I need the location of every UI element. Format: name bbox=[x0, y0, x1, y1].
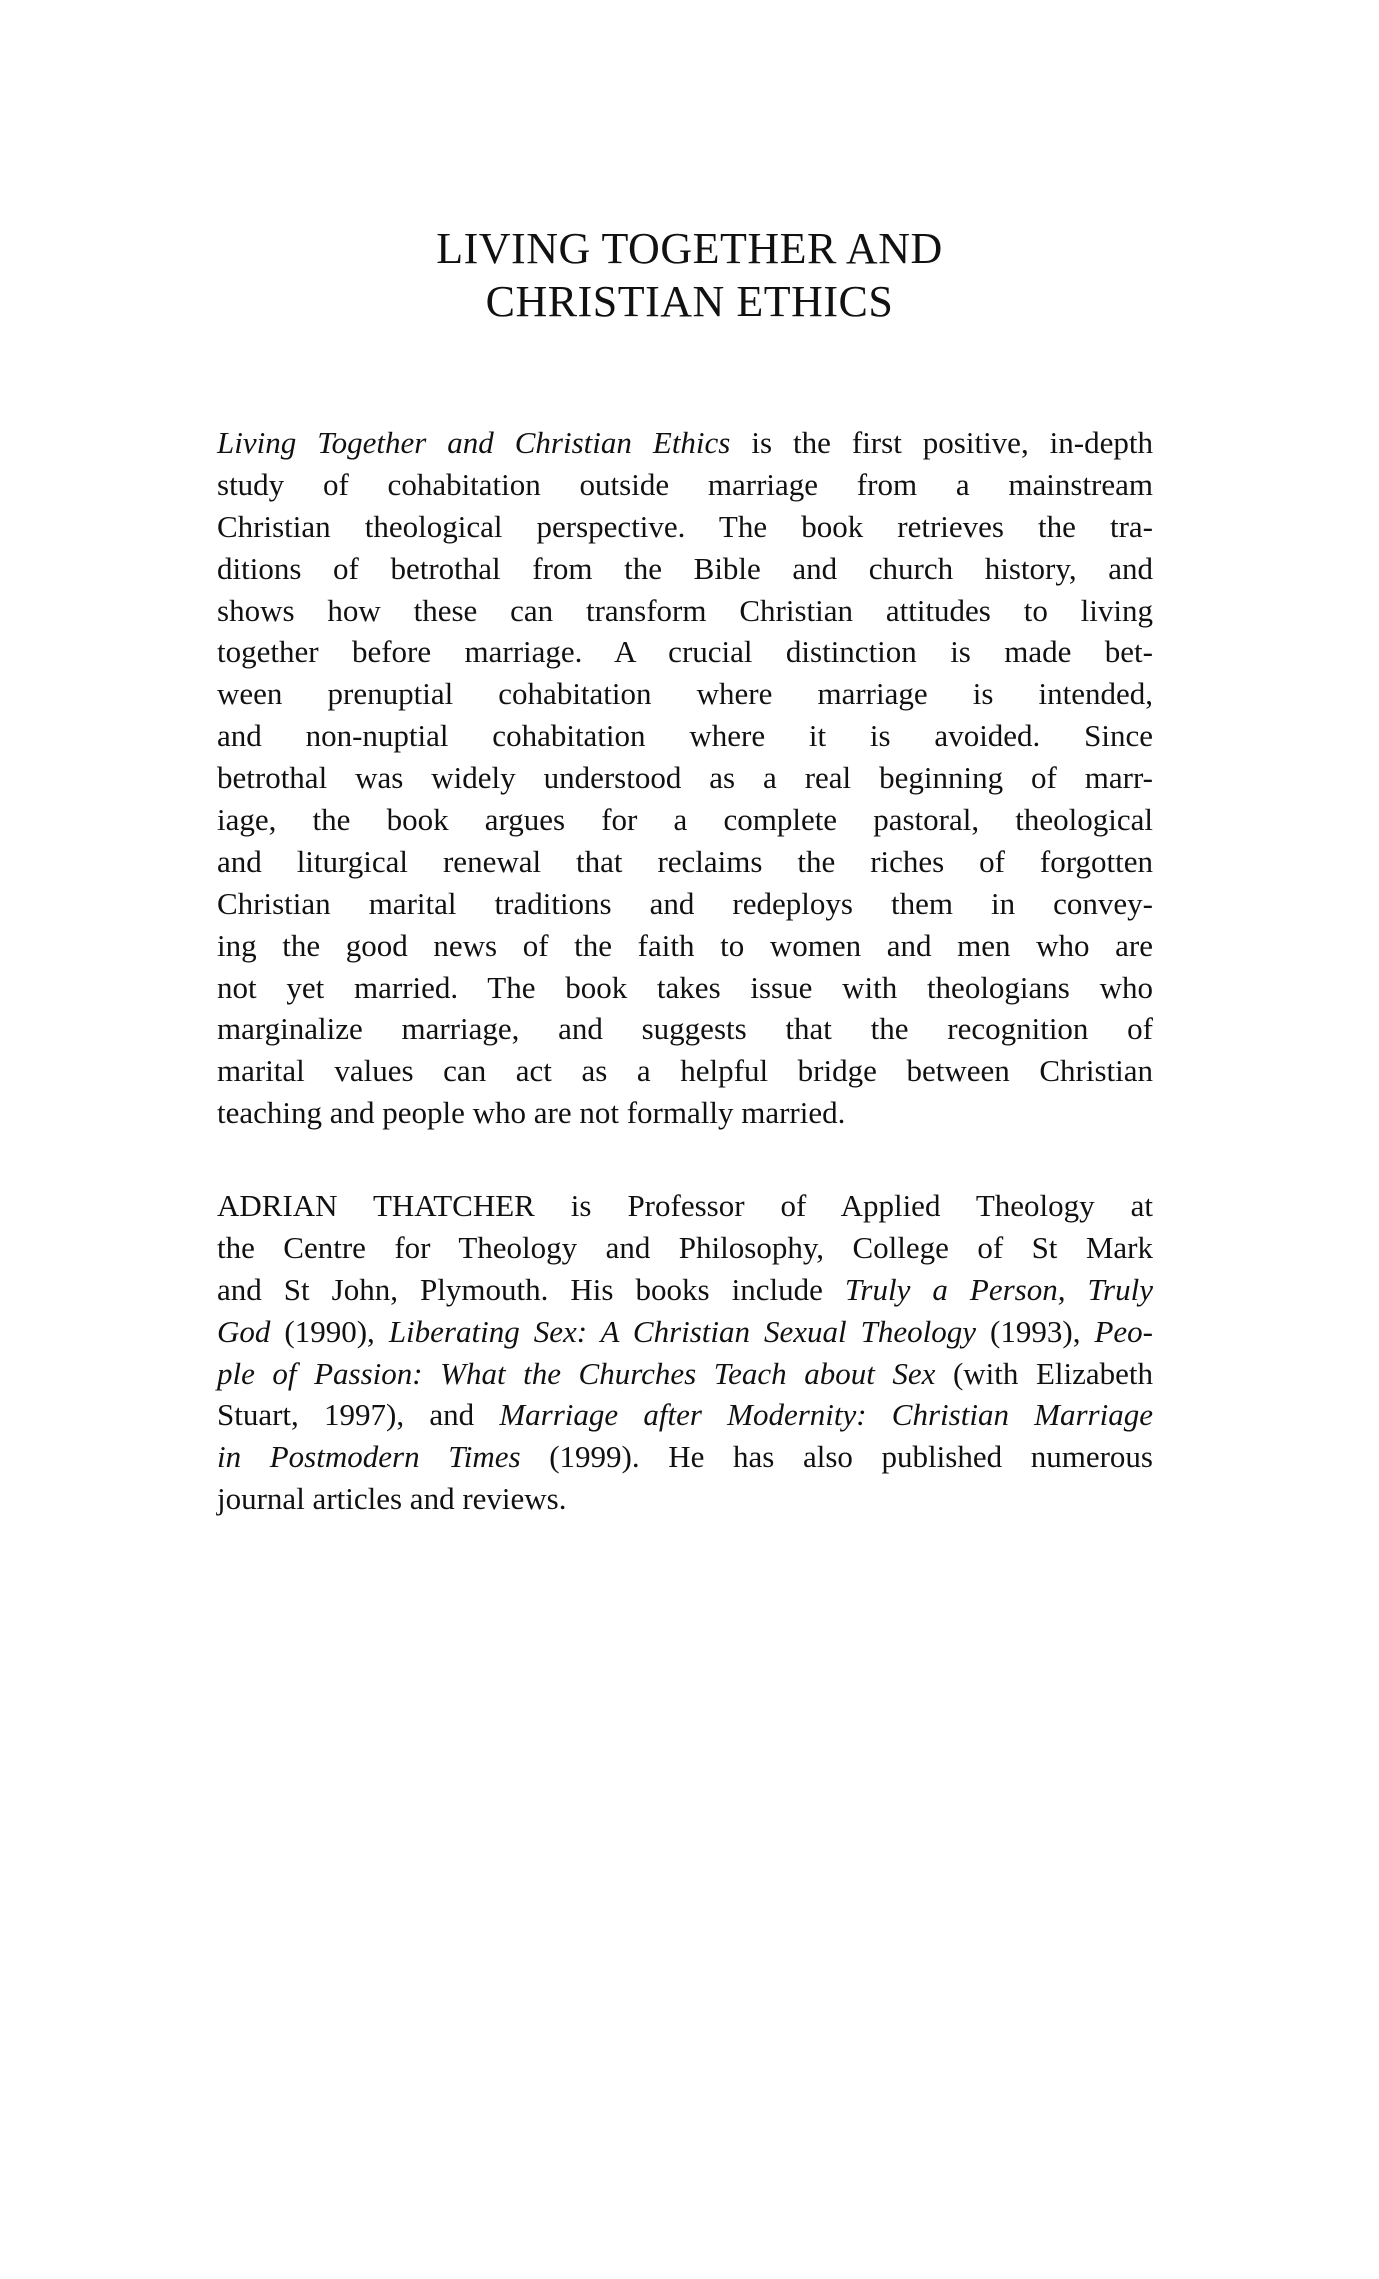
text-segment: and non-nuptial cohabitation where it is avoided. Since bbox=[217, 718, 1153, 754]
text-segment: (1990), bbox=[270, 1313, 389, 1349]
text-segment: is the first positive, in-depth bbox=[730, 425, 1153, 460]
text-line bbox=[217, 464, 1153, 506]
text-line bbox=[217, 715, 1153, 757]
text-segment: not yet married. The book takes issue with theologians who bbox=[217, 969, 1153, 1005]
text-segment: together before marriage. A crucial distinction is made bet- bbox=[217, 634, 1153, 670]
text-line bbox=[217, 925, 1153, 967]
text-segment: Christian marital traditions and redeploys them in convey- bbox=[217, 885, 1153, 921]
text-segment: and liturgical renewal that reclaims the riches of forgotten bbox=[217, 843, 1153, 879]
text-line bbox=[217, 1311, 1153, 1353]
text-line bbox=[217, 1269, 1153, 1311]
title-line-2: CHRISTIAN ETHICS bbox=[485, 277, 894, 326]
text-segment: journal articles and reviews. bbox=[217, 1481, 567, 1517]
italic-title-text: Truly a Person, Truly bbox=[844, 1271, 1153, 1307]
text-segment: (1999). He has also published numerous bbox=[520, 1439, 1153, 1475]
text-segment: (1993), bbox=[976, 1313, 1095, 1349]
text-segment: the Centre for Theology and Philosophy, College of St Mark bbox=[217, 1229, 1153, 1265]
text-line bbox=[217, 1008, 1153, 1050]
text-line bbox=[217, 1092, 1153, 1134]
text-line bbox=[217, 1227, 1153, 1269]
text-line bbox=[217, 548, 1153, 590]
text-line bbox=[217, 1436, 1153, 1478]
text-segment: ween prenuptial cohabitation where marriage is intended, bbox=[217, 676, 1153, 712]
text-line bbox=[217, 1050, 1153, 1092]
text-line bbox=[217, 1394, 1153, 1436]
italic-title-text: Liberating Sex: A Christian Sexual Theology bbox=[388, 1313, 977, 1349]
text-segment: ditions of betrothal from the Bible and church history, and bbox=[217, 550, 1153, 586]
text-line bbox=[217, 673, 1153, 715]
italic-title-text: Peo- bbox=[1094, 1313, 1153, 1349]
author-bio-paragraph bbox=[217, 1185, 1153, 1520]
italic-title-text: in Postmodern Times bbox=[217, 1439, 521, 1475]
text-segment: Christian theological perspective. The book retrieves the tra- bbox=[217, 508, 1153, 544]
italic-title-text: Living Together and Christian Ethics bbox=[217, 425, 731, 460]
text-line bbox=[217, 631, 1153, 673]
italic-title-text: God bbox=[217, 1313, 271, 1349]
text-segment: (with Elizabeth bbox=[935, 1355, 1153, 1391]
book-description-paragraph bbox=[217, 422, 1153, 1134]
text-line bbox=[217, 967, 1153, 1009]
text-segment: marginalize marriage, and suggests that the recognition of bbox=[217, 1011, 1153, 1047]
book-title bbox=[0, 222, 1379, 328]
text-segment: teaching and people who are not formally married. bbox=[217, 1095, 846, 1131]
text-segment: shows how these can transform Christian attitudes to living bbox=[217, 592, 1153, 628]
text-line bbox=[217, 883, 1153, 925]
text-segment: Stuart, 1997), and bbox=[217, 1397, 500, 1433]
title-line-1: LIVING TOGETHER AND bbox=[436, 224, 943, 273]
text-line bbox=[217, 1353, 1153, 1395]
text-segment: betrothal was widely understood as a real beginning of marr- bbox=[217, 760, 1153, 796]
italic-title-text: Marriage after Modernity: Christian Marriage bbox=[499, 1397, 1153, 1433]
text-segment: study of cohabitation outside marriage from a mainstream bbox=[217, 466, 1153, 502]
italic-title-text: ple of Passion: What the Churches Teach about Sex bbox=[217, 1355, 936, 1391]
text-line bbox=[217, 1478, 1153, 1520]
text-segment: iage, the book argues for a complete pastoral, theological bbox=[217, 802, 1153, 838]
text-line bbox=[217, 1185, 1153, 1227]
text-segment: ing the good news of the faith to women and men who are bbox=[217, 927, 1153, 963]
text-segment: ADRIAN THATCHER is Professor of Applied Theology at bbox=[217, 1188, 1153, 1223]
text-line bbox=[217, 422, 1153, 464]
text-line bbox=[217, 506, 1153, 548]
text-line bbox=[217, 841, 1153, 883]
text-line bbox=[217, 799, 1153, 841]
text-line bbox=[217, 590, 1153, 632]
text-line bbox=[217, 757, 1153, 799]
text-segment: marital values can act as a helpful bridge between Christian bbox=[217, 1053, 1153, 1089]
text-segment: and St John, Plymouth. His books include bbox=[217, 1271, 845, 1307]
